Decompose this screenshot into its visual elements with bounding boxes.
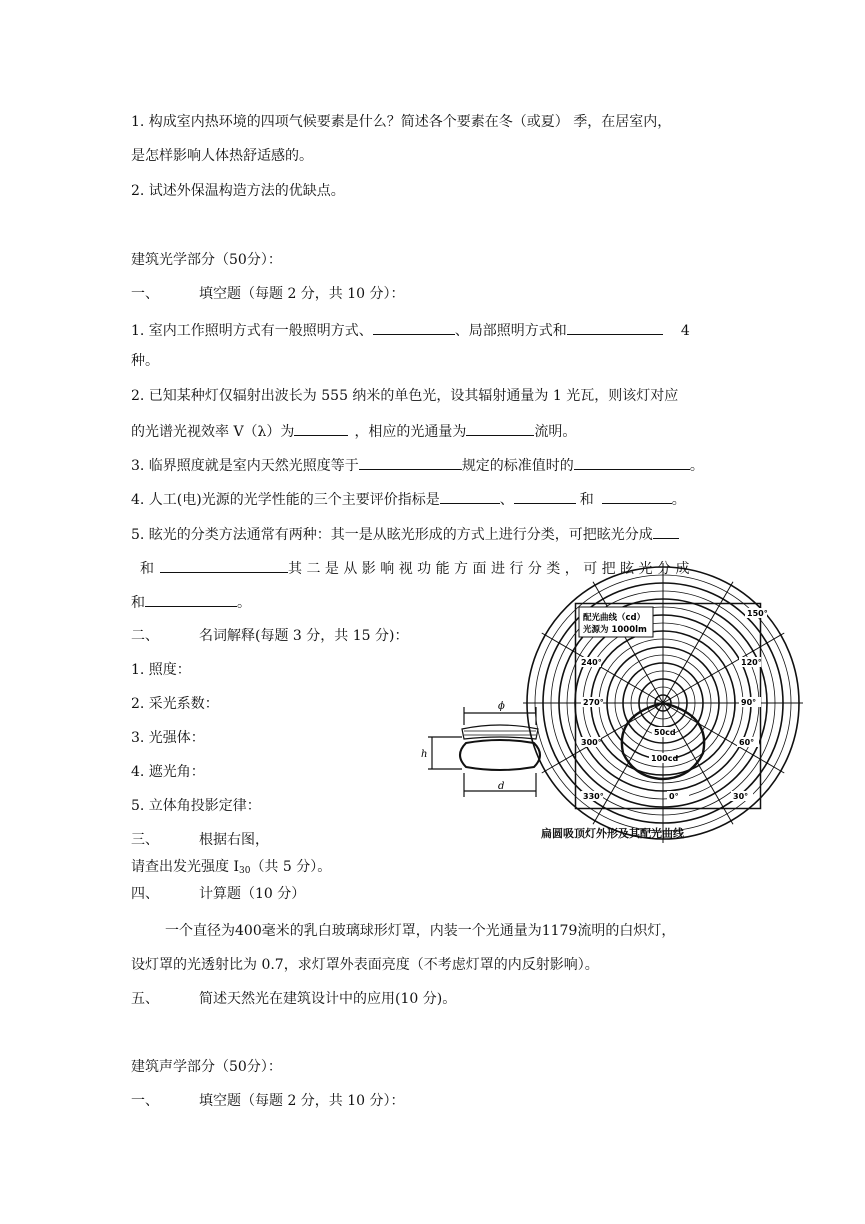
heat-question-1-line-2: 是怎样影响人体热舒适感的。	[131, 148, 313, 164]
acoustics-section-title: 建筑声学部分（50分）：	[131, 1059, 282, 1075]
fill-5-line-2: 和 其 二 是 从 影 响 视 功 能 方 面 进 行 分 类 ， 可 把 眩 光 分 成	[140, 557, 689, 579]
heat-question-2: 2. 试述外保温构造方法的优缺点。	[131, 183, 345, 199]
answer-blank	[440, 488, 500, 504]
fill-5-line-3: 和 。	[131, 591, 251, 613]
angle-label: 150°	[747, 609, 768, 618]
terms-heading: 二、 名词解释(每题 3 分，共 15 分)：	[131, 628, 409, 644]
angle-label: 90°	[741, 698, 757, 707]
fill-2-line-2: 的光谱光视效率 V（λ）为 ，相应的光通量为 流明。	[131, 420, 576, 442]
ring-label-100cd: 100cd	[651, 754, 679, 763]
acoustics-fill-heading: 一、 填空题（每题 2 分，共 10 分）：	[131, 1093, 405, 1109]
term-item: 4. 遮光角：	[131, 764, 205, 780]
fill-4: 4. 人工(电)光源的光学性能的三个主要评价指标是 、 和 。	[131, 488, 686, 510]
daylight-question: 五、 简述天然光在建筑设计中的应用(10 分)。	[131, 991, 457, 1007]
calc-body-line-1: 一个直径为400毫米的乳白玻璃球形灯罩，内装一个光通量为1179流明的白炽灯，	[165, 923, 676, 939]
answer-blank	[160, 557, 288, 573]
optics-section-title: 建筑光学部分（50分）：	[131, 252, 282, 268]
heat-question-1-line-1: 1. 构成室内热环境的四项气候要素是什么？简述各个要素在冬（或夏） 季，在居室内，	[131, 114, 672, 130]
calc-heading: 四、 计算题（10 分）	[131, 886, 306, 902]
angle-label: 240°	[581, 658, 602, 667]
answer-blank	[653, 523, 679, 539]
ring-label-50cd: 50cd	[654, 728, 676, 737]
figure-question-line-2: 请查出发光强度 $I_{30}$（共 5 分）。	[131, 859, 332, 876]
term-item: 5. 立体角投影定律：	[131, 798, 261, 814]
answer-blank	[359, 454, 462, 470]
dim-label-phi: ϕ	[498, 701, 505, 712]
term-item: 2. 采光系数：	[131, 696, 219, 712]
angle-label: 30°	[733, 792, 749, 801]
section-title: 填空题（每题 2 分，共 10 分）：	[199, 286, 405, 302]
angle-label: 270°	[583, 698, 604, 707]
answer-blank	[145, 591, 237, 607]
dim-label-d: d	[498, 781, 505, 792]
term-item: 3. 光强体：	[131, 730, 205, 746]
legend-line-2: 光源为 1000lm	[583, 625, 647, 635]
angle-label: 120°	[741, 658, 762, 667]
section-number: 一、	[131, 286, 159, 302]
answer-blank	[602, 488, 672, 504]
angle-label: 300°	[581, 738, 602, 747]
lamp-figure	[418, 600, 778, 850]
fill-5-line-1: 5. 眩光的分类方法通常有两种：其一是从眩光形成的方式上进行分类，可把眩光分成	[131, 523, 679, 545]
polar-light-distribution-chart	[575, 603, 768, 809]
legend-line-1: 配光曲线（cd）	[583, 613, 646, 623]
term-item: 1. 照度：	[131, 662, 191, 678]
fill-3: 3. 临界照度就是室内天然光照度等于 规定的标准值时的 。	[131, 454, 704, 476]
angle-label: 330°	[583, 792, 604, 801]
answer-blank	[574, 454, 690, 470]
angle-label: 60°	[739, 738, 755, 747]
figure-question-heading: 三、 根据右图，	[131, 832, 269, 848]
fill-1-line-2: 种。	[131, 353, 159, 369]
fill-1-line-1: 1. 室内工作照明方式有一般照明方式、 、局部照明方式和 4	[131, 319, 690, 341]
angle-label: 0°	[669, 792, 679, 801]
fill-2-line-1: 2. 已知某种灯仅辐射出波长为 555 纳米的单色光，设其辐射通量为 1 光瓦，则该灯对应	[131, 388, 679, 404]
answer-blank	[294, 420, 348, 436]
calc-body-line-2: 设灯罩的光透射比为 0.7，求灯罩外表面亮度（不考虑灯罩的内反射影响）。	[131, 957, 599, 973]
figure-caption: 扁圆吸顶灯外形及其配光曲线	[541, 827, 684, 840]
optics-fill-heading	[131, 284, 405, 304]
answer-blank	[373, 319, 455, 335]
answer-blank	[514, 488, 576, 504]
dim-label-h: h	[421, 749, 428, 760]
answer-blank	[466, 420, 534, 436]
answer-blank	[567, 319, 663, 335]
